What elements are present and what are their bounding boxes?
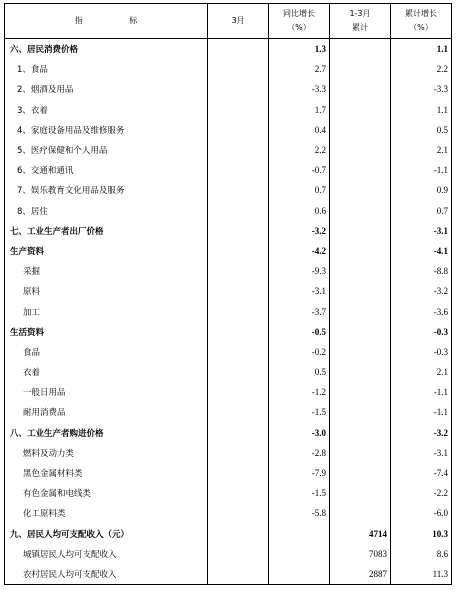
row-yoy-growth: 0.4	[269, 120, 330, 140]
row-cumulative-growth: -1.1	[391, 160, 452, 180]
row-yoy-growth: -1.5	[269, 483, 330, 503]
header-yoy-growth: 同比增长 （%）	[269, 4, 330, 39]
table-row	[5, 281, 452, 301]
row-march-value	[208, 140, 269, 160]
row-march-value	[208, 201, 269, 221]
row-yoy-growth: -3.3	[269, 79, 330, 99]
table-row	[5, 100, 452, 120]
row-yoy-growth: -0.7	[269, 160, 330, 180]
table-row	[5, 59, 452, 79]
row-march-value	[208, 39, 269, 60]
table-row	[5, 524, 452, 544]
table-row	[5, 544, 452, 564]
table-row	[5, 322, 452, 342]
row-name: 3、衣着	[5, 100, 208, 120]
row-cumulative-value	[330, 120, 391, 140]
row-cumulative-value	[330, 362, 391, 382]
row-cumulative-value	[330, 221, 391, 241]
row-name: 生产资料	[5, 241, 208, 261]
row-cumulative-value	[330, 342, 391, 362]
row-yoy-growth	[269, 524, 330, 544]
row-name: 有色金属和电线类	[5, 483, 208, 503]
row-name: 七、工业生产者出厂价格	[5, 221, 208, 241]
row-march-value	[208, 281, 269, 301]
row-name: 原料	[5, 281, 208, 301]
row-cumulative-value	[330, 463, 391, 483]
row-name: 生活资料	[5, 322, 208, 342]
row-cumulative-value	[330, 39, 391, 60]
row-cumulative-value	[330, 402, 391, 422]
row-cumulative-growth: 11.3	[391, 564, 452, 585]
row-name: 燃料及动力类	[5, 443, 208, 463]
row-name: 2、烟酒及用品	[5, 79, 208, 99]
row-march-value	[208, 443, 269, 463]
row-cumulative-value: 2887	[330, 564, 391, 585]
table-row	[5, 241, 452, 261]
table-row	[5, 180, 452, 200]
row-name: 八、工业生产者购进价格	[5, 423, 208, 443]
row-cumulative-value	[330, 140, 391, 160]
table-row	[5, 120, 452, 140]
row-march-value	[208, 120, 269, 140]
row-name: 九、居民人均可支配收入（元）	[5, 524, 208, 544]
row-cumulative-growth: 0.7	[391, 201, 452, 221]
table-row	[5, 463, 452, 483]
row-name: 采掘	[5, 261, 208, 281]
row-yoy-growth	[269, 544, 330, 564]
row-yoy-growth: -4.2	[269, 241, 330, 261]
row-march-value	[208, 382, 269, 402]
row-cumulative-growth: -6.0	[391, 503, 452, 523]
row-cumulative-value	[330, 322, 391, 342]
row-march-value	[208, 544, 269, 564]
table-row	[5, 362, 452, 382]
row-yoy-growth: 2.2	[269, 140, 330, 160]
row-march-value	[208, 100, 269, 120]
row-cumulative-value	[330, 281, 391, 301]
row-march-value	[208, 503, 269, 523]
row-name: 衣着	[5, 362, 208, 382]
table-row	[5, 564, 452, 585]
row-yoy-growth: -0.5	[269, 322, 330, 342]
row-march-value	[208, 160, 269, 180]
row-yoy-growth: 0.6	[269, 201, 330, 221]
row-cumulative-value	[330, 241, 391, 261]
row-march-value	[208, 59, 269, 79]
table-body	[5, 39, 452, 585]
header-cumulative-growth: 累计增长 （%）	[391, 4, 452, 39]
row-cumulative-value	[330, 160, 391, 180]
row-cumulative-growth: 8.6	[391, 544, 452, 564]
table-header-row	[5, 4, 452, 39]
table-row	[5, 221, 452, 241]
row-march-value	[208, 483, 269, 503]
row-march-value	[208, 342, 269, 362]
row-yoy-growth: -1.5	[269, 402, 330, 422]
row-cumulative-value	[330, 382, 391, 402]
row-yoy-growth: -7.9	[269, 463, 330, 483]
table-row	[5, 503, 452, 523]
statistics-table	[4, 3, 452, 585]
row-cumulative-value	[330, 180, 391, 200]
table-row	[5, 423, 452, 443]
row-march-value	[208, 322, 269, 342]
row-name: 6、交通和通讯	[5, 160, 208, 180]
row-cumulative-growth: -1.1	[391, 382, 452, 402]
row-cumulative-growth: -3.2	[391, 281, 452, 301]
row-name: 4、家庭设备用品及维修服务	[5, 120, 208, 140]
row-march-value	[208, 362, 269, 382]
row-cumulative-growth: -3.1	[391, 221, 452, 241]
row-yoy-growth: -9.3	[269, 261, 330, 281]
row-name: 黑色金属材料类	[5, 463, 208, 483]
row-yoy-growth: 1.7	[269, 100, 330, 120]
row-yoy-growth	[269, 564, 330, 585]
table-row	[5, 39, 452, 60]
header-march: 3月	[208, 4, 269, 39]
row-cumulative-value	[330, 201, 391, 221]
row-name: 一般日用品	[5, 382, 208, 402]
row-cumulative-value: 7083	[330, 544, 391, 564]
row-yoy-growth: -0.2	[269, 342, 330, 362]
row-cumulative-growth: -4.1	[391, 241, 452, 261]
table-row	[5, 342, 452, 362]
row-name: 加工	[5, 301, 208, 321]
row-yoy-growth: -3.1	[269, 281, 330, 301]
row-yoy-growth: -2.8	[269, 443, 330, 463]
row-cumulative-value	[330, 483, 391, 503]
row-cumulative-growth: 10.3	[391, 524, 452, 544]
row-yoy-growth: 0.7	[269, 180, 330, 200]
row-cumulative-growth: -0.3	[391, 322, 452, 342]
row-cumulative-growth: 1.1	[391, 100, 452, 120]
row-yoy-growth: -5.8	[269, 503, 330, 523]
row-cumulative-growth: 0.9	[391, 180, 452, 200]
row-march-value	[208, 79, 269, 99]
row-march-value	[208, 241, 269, 261]
table-row	[5, 301, 452, 321]
row-yoy-growth: -3.2	[269, 221, 330, 241]
row-yoy-growth: 1.3	[269, 39, 330, 60]
row-cumulative-growth: 0.5	[391, 120, 452, 140]
row-yoy-growth: 2.7	[269, 59, 330, 79]
header-jan-mar-cumulative: 1-3月 累计	[330, 4, 391, 39]
row-march-value	[208, 423, 269, 443]
row-name: 农村居民人均可支配收入	[5, 564, 208, 585]
row-cumulative-growth: 2.1	[391, 362, 452, 382]
row-cumulative-value	[330, 423, 391, 443]
row-yoy-growth: -3.7	[269, 301, 330, 321]
row-yoy-growth: -1.2	[269, 382, 330, 402]
table-row	[5, 443, 452, 463]
row-name: 六、居民消费价格	[5, 39, 208, 60]
row-march-value	[208, 402, 269, 422]
row-cumulative-value	[330, 503, 391, 523]
row-cumulative-value	[330, 100, 391, 120]
row-name: 城镇居民人均可支配收入	[5, 544, 208, 564]
table-row	[5, 160, 452, 180]
row-name: 食品	[5, 342, 208, 362]
row-name: 8、居住	[5, 201, 208, 221]
row-cumulative-growth: -0.3	[391, 342, 452, 362]
row-name: 1、食品	[5, 59, 208, 79]
row-cumulative-value	[330, 261, 391, 281]
row-cumulative-growth: 2.2	[391, 59, 452, 79]
row-yoy-growth: 0.5	[269, 362, 330, 382]
row-name: 7、娱乐教育文化用品及服务	[5, 180, 208, 200]
table-row	[5, 261, 452, 281]
row-cumulative-growth: -7.4	[391, 463, 452, 483]
row-name: 化工原料类	[5, 503, 208, 523]
row-cumulative-growth: 1.1	[391, 39, 452, 60]
row-cumulative-value	[330, 443, 391, 463]
table-row	[5, 382, 452, 402]
row-cumulative-growth: -2.2	[391, 483, 452, 503]
row-march-value	[208, 261, 269, 281]
row-cumulative-growth: 2.1	[391, 140, 452, 160]
row-march-value	[208, 524, 269, 544]
row-cumulative-growth: -3.6	[391, 301, 452, 321]
header-indicator: 指 标	[5, 4, 208, 39]
row-march-value	[208, 180, 269, 200]
row-march-value	[208, 564, 269, 585]
row-yoy-growth: -3.0	[269, 423, 330, 443]
row-cumulative-growth: -1.1	[391, 402, 452, 422]
row-cumulative-growth: -3.3	[391, 79, 452, 99]
row-cumulative-growth: -3.1	[391, 443, 452, 463]
row-cumulative-growth: -3.2	[391, 423, 452, 443]
table-row	[5, 402, 452, 422]
row-cumulative-value	[330, 79, 391, 99]
table-row	[5, 140, 452, 160]
row-march-value	[208, 301, 269, 321]
row-cumulative-value	[330, 59, 391, 79]
row-cumulative-value	[330, 301, 391, 321]
row-name: 5、医疗保健和个人用品	[5, 140, 208, 160]
row-name: 耐用消费品	[5, 402, 208, 422]
table-row	[5, 79, 452, 99]
row-cumulative-growth: -8.8	[391, 261, 452, 281]
row-march-value	[208, 463, 269, 483]
table-row	[5, 201, 452, 221]
row-march-value	[208, 221, 269, 241]
table-row	[5, 483, 452, 503]
row-cumulative-value: 4714	[330, 524, 391, 544]
